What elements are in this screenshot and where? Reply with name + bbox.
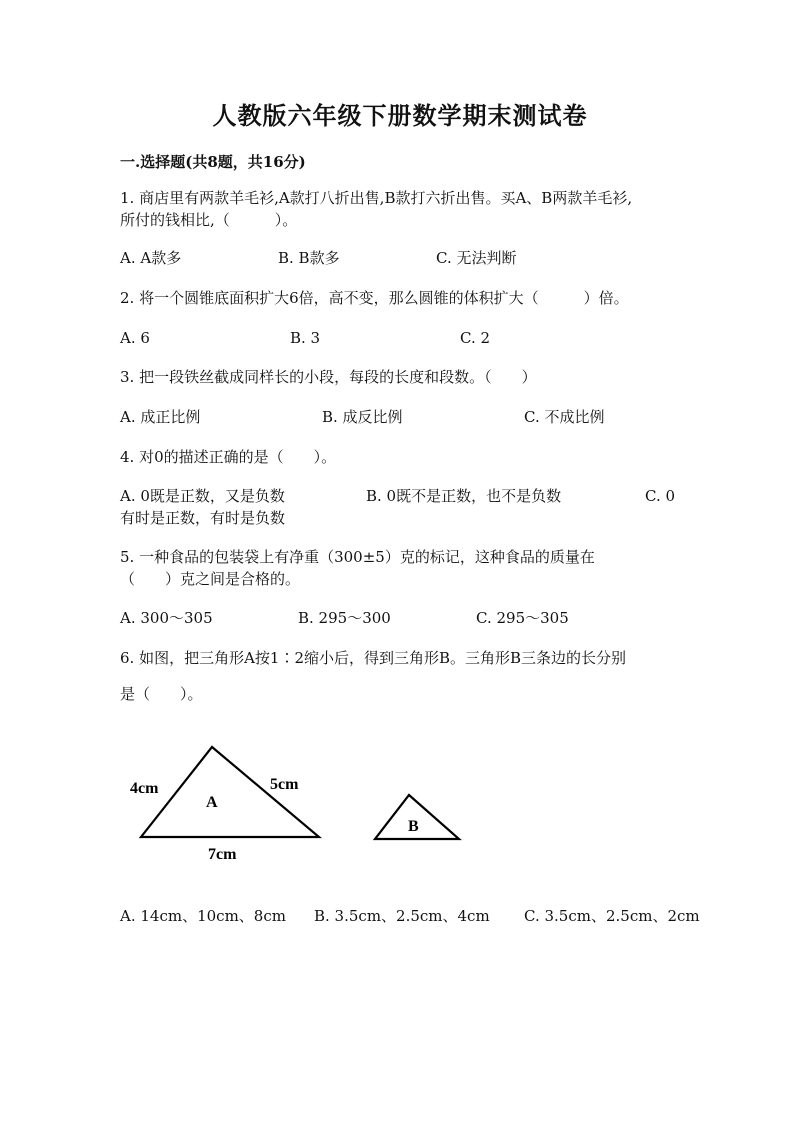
question-4-option-b: B. 0既不是正数，也不是负数 — [366, 487, 562, 505]
question-6-line-1: 6. 如图，把三角形A按1∶2缩小后，得到三角形B。三角形B三条边的长分别 — [120, 649, 627, 667]
question-1-option-a: A. A款多 — [120, 249, 182, 267]
question-1-line-1: 1. 商店里有两款羊毛衫,A款打八折出售,B款打六折出售。买A、B两款羊毛衫, — [120, 189, 633, 207]
question-2-option-c: C. 2 — [460, 329, 491, 347]
question-1-line-2: 所付的钱相比,（ ）。 — [120, 211, 298, 229]
question-5-option-a: A. 300～305 — [120, 609, 213, 627]
question-1-option-c: C. 无法判断 — [436, 249, 517, 267]
question-4-option-c-continued: 有时是正数，有时是负数 — [120, 509, 286, 527]
triangle-a-left-side-length: 4cm — [130, 780, 159, 797]
question-6-option-b: B. 3.5cm、2.5cm、4cm — [314, 907, 490, 925]
question-2-option-a: A. 6 — [120, 329, 150, 347]
question-6-option-c: C. 3.5cm、2.5cm、2cm — [524, 907, 700, 925]
triangle-b-label: B — [408, 818, 419, 835]
question-3-option-b: B. 成反比例 — [322, 408, 403, 426]
question-5-line-1: 5. 一种食品的包装袋上有净重（300±5）克的标记，这种食品的质量在 — [120, 548, 595, 566]
page-title: 人教版六年级下册数学期末测试卷 — [212, 101, 588, 130]
question-2-line-1: 2. 将一个圆锥底面积扩大6倍，高不变，那么圆锥的体积扩大（ ）倍。 — [120, 289, 629, 307]
triangle-figure — [120, 735, 480, 875]
question-6-option-a: A. 14cm、10cm、8cm — [120, 907, 286, 925]
question-3-option-c: C. 不成比例 — [524, 408, 605, 426]
question-1-option-b: B. B款多 — [278, 249, 340, 267]
section-heading: 一.选择题(共8题，共16分) — [120, 153, 306, 171]
question-3-line-1: 3. 把一段铁丝截成同样长的小段，每段的长度和段数。（ ） — [120, 368, 537, 386]
question-5-line-2: （ ）克之间是合格的。 — [120, 570, 301, 588]
question-3-option-a: A. 成正比例 — [120, 408, 201, 426]
question-4-line-1: 4. 对0的描述正确的是（ ）。 — [120, 448, 337, 466]
triangle-a-label: A — [206, 794, 218, 811]
triangle-a-bottom-side-length: 7cm — [208, 846, 237, 863]
triangle-a-right-side-length: 5cm — [270, 776, 299, 793]
question-4-option-a: A. 0既是正数，又是负数 — [120, 487, 285, 505]
question-2-option-b: B. 3 — [290, 329, 321, 347]
question-5-option-b: B. 295～300 — [298, 609, 391, 627]
question-4-option-c: C. 0 — [645, 487, 676, 505]
question-5-option-c: C. 295～305 — [476, 609, 569, 627]
question-6-line-2: 是（ ）。 — [120, 685, 203, 703]
